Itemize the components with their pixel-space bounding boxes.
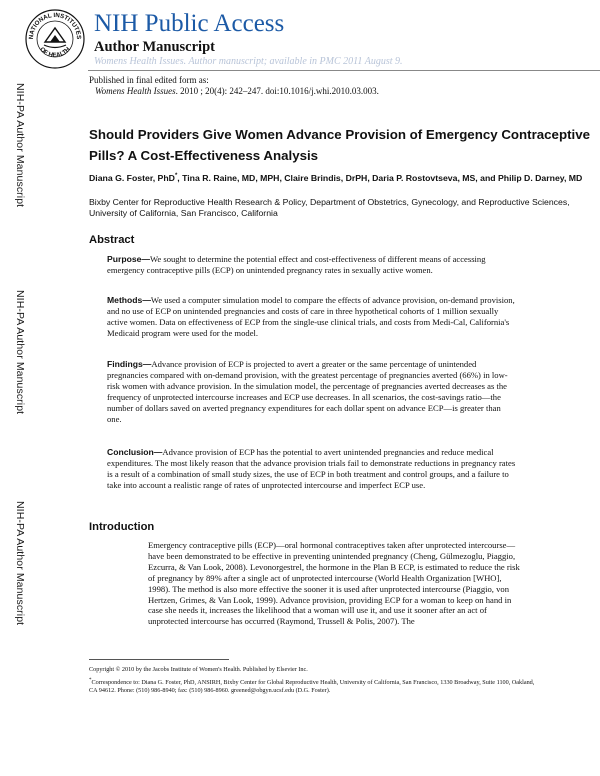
author-list (89, 171, 594, 184)
methods-label: Methods— (107, 295, 151, 305)
citation-line (95, 86, 379, 96)
abstract-methods (107, 295, 517, 339)
correspondence-footnote (89, 677, 539, 695)
seal-text-top: NATIONAL INSTITUTES (27, 11, 83, 40)
findings-text: Advance provision of ECP is projected to avert a greater or the same percentage of unintended pregnancies compared with on-demand provision, with the greatest percentage of pregnancies averted (66%) in low-risk women with advance provision. In the simulation model, the percentage of pregnancies averted decreases as the frequency of unprotected intercourse increases and ECP use decreases. In all scenarios, the cost-savings ratio—the number of dollars saved on averted pregnancy expenditures for each dollar spent on advance ECP—is greater than one. (107, 359, 508, 424)
sidebar-watermark-top: NIH-PA Author Manuscript (14, 83, 26, 208)
correspondence-mark: * (174, 173, 178, 179)
purpose-text: We sought to determine the potential effect and cost-effectiveness of different means of accessing emergency contraceptive pills (ECP) on unintended pregnancy rates in sexually active women. (107, 254, 486, 275)
citation-details: . 2010 ; 20(4): 242–247. doi:10.1016/j.whi.2010.03.003. (175, 86, 379, 96)
sidebar-watermark-middle: NIH-PA Author Manuscript (14, 290, 26, 415)
article-title: Should Providers Give Women Advance Provision of Emergency Contraceptive Pills? A Cost-Effectiveness Analysis (89, 127, 590, 163)
conclusion-label: Conclusion— (107, 447, 163, 457)
journal-availability-line: Womens Health Issues. Author manuscript; available in PMC 2011 August 9. (94, 56, 403, 67)
findings-label: Findings— (107, 359, 152, 369)
footnote-mark: * (89, 678, 92, 683)
introduction-paragraph: Emergency contraceptive pills (ECP)—oral hormonal contraceptives taken after unprotected intercourse—have been demonstrated to be effective in preventing unintended pregnancy (Cheng, Gülmezoglu, Piaggio, Ezcurra, & Van Look, 2008). Levonorgestrel, the hormone in the Plan B ECP, is estimated to reduce the risk of pregnancy by 89% after a single act of unprotected intercourse (World Health Organization [WHO], 1998). The method is also more effective the sooner it is used after unprotected intercourse (Piaggio, von Hertzen, Grimes, & Van Look, 1999). Advance provision, providing ECP for a woman to keep on hand in case she needs it, increases the likelihood that a woman will use it, and use it sooner after an act of unprotected intercourse has occurred (Raymond, Trussell & Polis, 2007). The (148, 540, 520, 627)
citation-journal: Womens Health Issues (95, 86, 176, 96)
header-divider (88, 70, 600, 71)
affiliation: Bixby Center for Reproductive Health Research & Policy, Department of Obstetrics, Gynecology, and Reproductive Sciences, University of California, San Francisco, California (89, 197, 570, 219)
methods-text: We used a computer simulation model to compare the effects of advance provision, on-demand provision, and no use of ECP on unintended pregnancies and costs of care in three hypothetical cohorts of 1 million sexually active women. Data on effectiveness of ECP from the single-use clinical trials, and costs from Medi-Cal, California's Medicaid program were used for the model. (107, 295, 515, 338)
abstract-findings (107, 359, 517, 424)
conclusion-text: Advance provision of ECP has the potential to avert unintended pregnancies and reduce medical expenditures. The most likely reason that the advance provision trials fail to demonstrate reductions in pregnancy rates is a result of a combination of small study sizes, the use of ECP in both treatment and control groups, and a failure to take into account a realistic range of rates of unprotected intercourse and imperfect ECP use. (107, 447, 516, 490)
abstract-conclusion (107, 447, 517, 491)
author-manuscript-label: Author Manuscript (94, 39, 215, 55)
introduction-heading: Introduction (89, 521, 155, 533)
copyright-footnote: Copyright © 2010 by the Jacobs Institute of Women's Health. Published by Elsevier Inc. (89, 666, 308, 673)
abstract-purpose (107, 254, 517, 276)
abstract-heading: Abstract (89, 234, 135, 246)
seal-text-bottom: OF HEALTH (38, 45, 72, 59)
correspondence-text: Correspondence to: Diana G. Foster, PhD, ANSIRH, Bixby Center for Global Reproductive Health, University of California, San Francisco, 1330 Broadway, Suite 1100, Oakland, CA 94612. Phone: (510) 986-8940; fax: (510) 986-8960. greened@obgyn.ucsf.edu (D.G. Foster). (89, 679, 535, 695)
nih-public-access-title: NIH Public Access (94, 10, 285, 37)
nih-seal-icon (24, 8, 86, 70)
footnote-divider (89, 659, 229, 660)
first-author: Diana G. Foster, PhD (89, 172, 175, 183)
published-label: Published in final edited form as: (89, 75, 209, 85)
sidebar-watermark-bottom: NIH-PA Author Manuscript (14, 501, 26, 626)
other-authors: , Tina R. Raine, MD, MPH, Claire Brindis, DrPH, Daria P. Rostovtseva, MS, and Philip D. Darney, MD (177, 172, 583, 183)
purpose-label: Purpose— (107, 254, 150, 264)
